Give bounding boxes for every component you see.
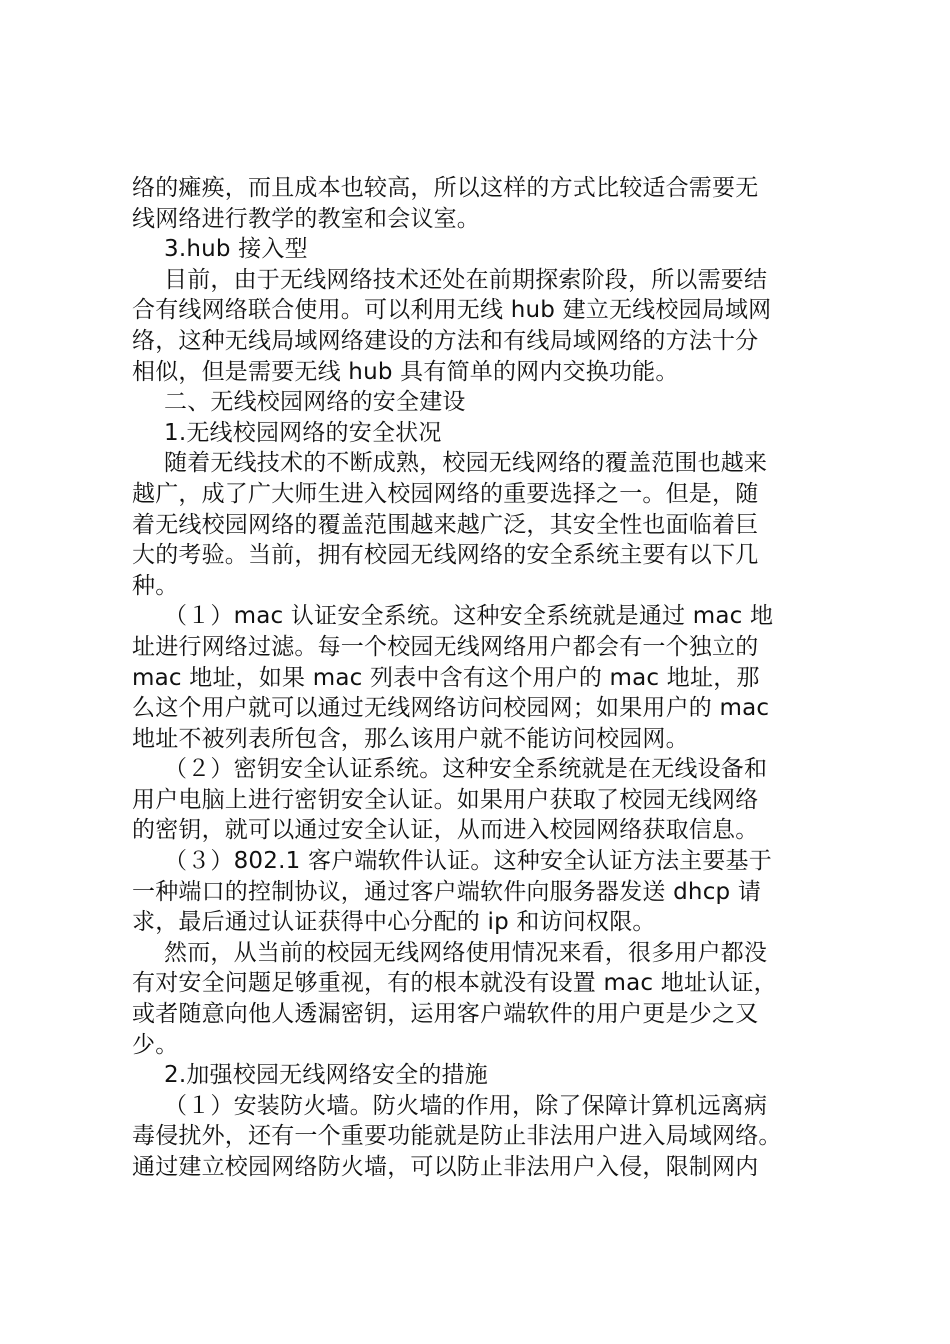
section-heading: 3.hub 接入型: [164, 236, 308, 263]
text-line: mac 地址，如果 mac 列表中含有这个用户的 mac 地址，那: [132, 664, 760, 691]
text-line: 少。: [132, 1031, 179, 1058]
section-heading: 2.加强校园无线网络安全的措施: [164, 1062, 488, 1089]
text-line: 络，这种无线局域网络建设的方法和有线局域网络的方法十分: [132, 327, 759, 354]
text-line: 地址不被列表所包含，那么该用户就不能访问校园网。: [132, 725, 689, 752]
text-line: （１）安装防火墙。防火墙的作用，除了保障计算机远离病: [164, 1092, 768, 1119]
text-line: 合有线网络联合使用。可以利用无线 hub 建立无线校园局域网: [132, 297, 772, 324]
text-line: 求，最后通过认证获得中心分配的 ip 和访问权限。: [132, 909, 656, 936]
text-line: 随着无线技术的不断成熟，校园无线网络的覆盖范围也越来: [164, 450, 768, 477]
text-line: 络的瘫痪，而且成本也较高，所以这样的方式比较适合需要无: [132, 175, 759, 201]
text-line: （３）802.1 客户端软件认证。这种安全认证方法主要基于: [164, 848, 772, 875]
section-heading: 二、无线校园网络的安全建设: [164, 389, 466, 416]
text-line: （２）密钥安全认证系统。这种安全系统就是在无线设备和: [164, 756, 768, 783]
section-heading: 1.无线校园网络的安全状况: [164, 419, 442, 446]
text-line: 用户电脑上进行密钥安全认证。如果用户获取了校园无线网络: [132, 786, 759, 813]
text-line: （１）mac 认证安全系统。这种安全系统就是通过 mac 地: [164, 603, 774, 630]
document-body: [132, 173, 832, 1183]
text-line: 着无线校园网络的覆盖范围越来越广泛，其安全性也面临着巨: [132, 511, 759, 538]
text-line: 的密钥，就可以通过安全认证，从而进入校园网络获取信息。: [132, 817, 759, 844]
text-line: 址进行网络过滤。每一个校园无线网络用户都会有一个独立的: [132, 633, 759, 660]
text-line: 或者随意向他人透漏密钥，运用客户端软件的用户更是少之又: [132, 1001, 759, 1028]
text-line: 有对安全问题足够重视，有的根本就没有设置 mac 地址认证，: [132, 970, 777, 997]
text-line: 相似，但是需要无线 hub 具有简单的网内交换功能。: [132, 358, 679, 385]
text-line: 毒侵扰外，还有一个重要功能就是防止非法用户进入局域网络。: [132, 1123, 782, 1150]
text-line: 么这个用户就可以通过无线网络访问校园网；如果用户的 mac: [132, 695, 770, 722]
text-line: 越广，成了广大师生进入校园网络的重要选择之一。但是，随: [132, 480, 759, 507]
text-line: 一种端口的控制协议，通过客户端软件向服务器发送 dhcp 请: [132, 878, 762, 905]
text-line: 通过建立校园网络防火墙，可以防止非法用户入侵，限制网内: [132, 1154, 759, 1180]
text-line: 大的考验。当前，拥有校园无线网络的安全系统主要有以下几: [132, 542, 759, 569]
text-line: 种。: [132, 572, 179, 599]
text-line: 线网络进行教学的教室和会议室。: [132, 205, 480, 232]
text-line: 然而，从当前的校园无线网络使用情况来看，很多用户都没: [164, 939, 768, 966]
text-line: 目前，由于无线网络技术还处在前期探索阶段，所以需要结: [164, 266, 768, 293]
